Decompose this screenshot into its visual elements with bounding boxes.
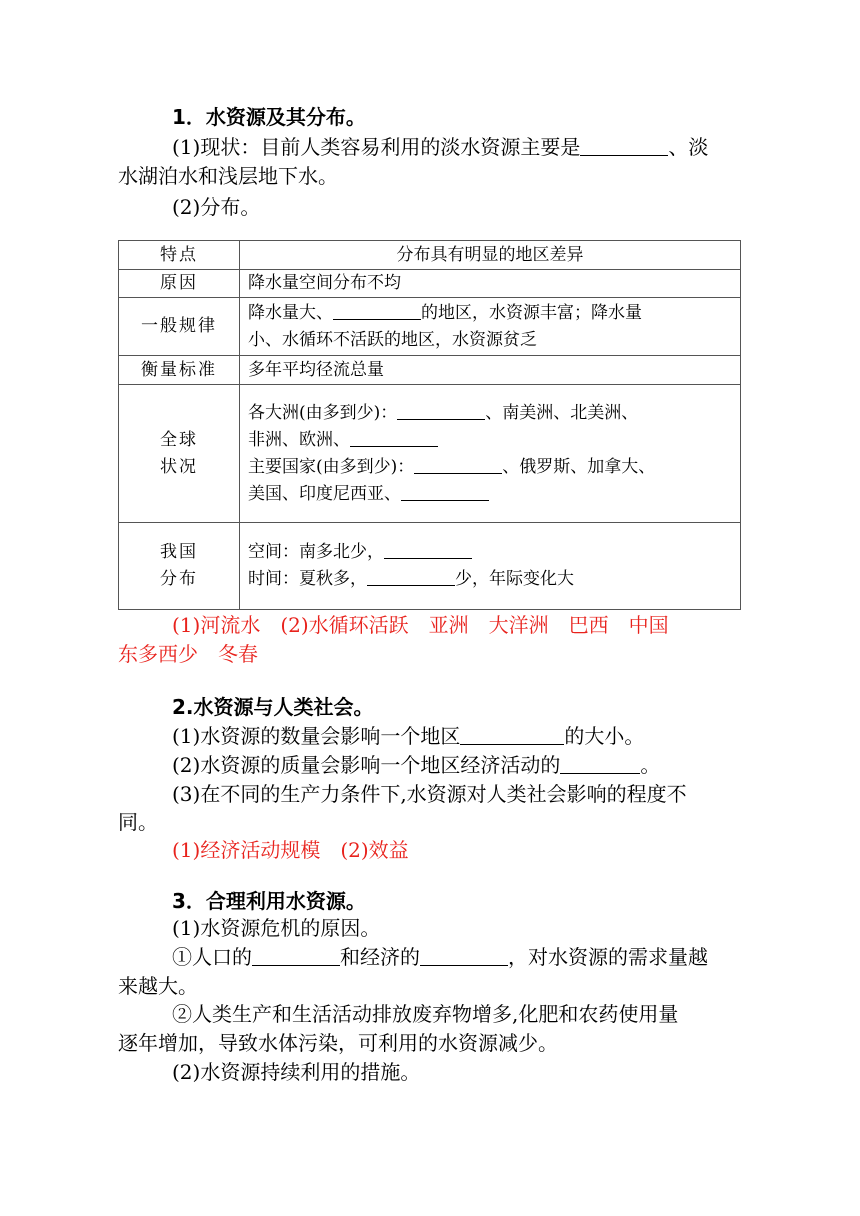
cell-text: 分布: [160, 569, 198, 589]
table-row: [119, 270, 741, 298]
q-text: 和经济的: [340, 945, 420, 969]
table-row: [119, 385, 741, 523]
table-row: [119, 523, 741, 610]
row-key-china: [119, 523, 240, 610]
fill-blank: [333, 301, 421, 320]
section2-answer: (1)经济活动规模 (2)效益: [172, 838, 409, 862]
cell-text: 的地区，水资源丰富；降水量: [421, 302, 642, 323]
q1-text-end: 、淡: [668, 135, 709, 159]
section1-q1-cont: 水湖泊水和浅层地下水。: [118, 164, 338, 188]
cell-line: [248, 481, 732, 508]
cell-text: 各大洲(由多到少)：: [248, 402, 398, 423]
section3-q2: (2)水资源持续利用的措施。: [172, 1060, 421, 1084]
cell-text: 美国、印度尼西亚、: [248, 483, 401, 504]
cell-text: 、南美洲、北美洲、: [485, 402, 639, 423]
section1-q1: [172, 133, 740, 161]
row-value-china: [240, 523, 741, 610]
cell-text: 状况: [160, 456, 198, 477]
row-key-reason: 原因: [119, 270, 240, 298]
cell-line: [248, 427, 732, 454]
q-text: (2)水资源的质量会影响一个地区经济活动的: [172, 753, 561, 777]
q-text: 的大小。: [564, 724, 645, 748]
cell-text: 、俄罗斯、加拿大、: [502, 456, 656, 477]
fill-blank: [420, 945, 508, 966]
table-header-value: 分布具有明显的地区差异: [240, 241, 741, 270]
section1-answer-cont: 东多西少 冬春: [118, 642, 258, 666]
cell-text: 少，年际变化大: [455, 569, 574, 589]
q-text: ，对水资源的需求量越: [508, 945, 708, 969]
fill-blank: [384, 540, 472, 559]
cell-line: 小、水循环不活跃的地区，水资源贫乏: [248, 329, 537, 350]
row-key-global: [119, 385, 240, 523]
fill-blank: [252, 945, 340, 966]
cell-line: [248, 566, 732, 593]
cell-text: 全球: [160, 429, 198, 450]
row-value-rule: [240, 298, 741, 356]
water-distribution-table: [118, 240, 741, 610]
cell-text: 降水量大、: [248, 302, 333, 323]
cell-text: 非洲、欧洲、: [248, 429, 350, 450]
cell-text: 空间：南多北少，: [248, 542, 384, 562]
table-header-key: 特点: [119, 241, 240, 270]
section2-q2: [172, 751, 740, 779]
fill-blank: [580, 135, 668, 156]
section3-title: 3．合理利用水资源。: [172, 889, 366, 913]
fill-blank: [414, 455, 502, 474]
section3-p1-cont: 来越大。: [118, 974, 198, 998]
table-row: [119, 356, 741, 385]
row-value-global: [240, 385, 741, 523]
section2-title: 2.水资源与人类社会。: [172, 695, 374, 719]
section3-p1: [172, 943, 740, 971]
fill-blank: [397, 401, 485, 420]
cell-text: 主要国家(由多到少)：: [248, 456, 415, 477]
q-text: (1)水资源的数量会影响一个地区: [172, 724, 461, 748]
fill-blank: [460, 724, 564, 745]
cell-line: [248, 454, 732, 481]
q-text: ①人口的: [172, 945, 252, 969]
cell-text: 时间：夏秋多，: [248, 569, 367, 589]
fill-blank: [560, 753, 640, 774]
table-row: [119, 298, 741, 356]
section3-p2: ②人类生产和生活活动排放废弃物增多,化肥和农药使用量: [172, 1002, 679, 1026]
row-key-measure: 衡量标准: [119, 356, 240, 385]
q-text: 。: [640, 753, 661, 777]
section1-title: 1．水资源及其分布。: [172, 105, 366, 129]
row-value-reason: 降水量空间分布不均: [240, 270, 741, 298]
section2-q3: (3)在不同的生产力条件下,水资源对人类社会影响的程度不: [172, 782, 687, 806]
fill-blank: [367, 567, 455, 586]
section1-answer: (1)河流水 (2)水循环活跃 亚洲 大洋洲 巴西 中国: [172, 613, 669, 637]
cell-line: [248, 400, 732, 427]
table-row: [119, 241, 741, 270]
fill-blank: [350, 428, 438, 447]
section3-p2-cont: 逐年增加，导致水体污染，可利用的水资源减少。: [118, 1031, 558, 1055]
cell-text: 我国: [160, 542, 198, 562]
row-key-rule: 一般规律: [119, 298, 240, 356]
q1-text: (1)现状：目前人类容易利用的淡水资源主要是: [172, 135, 581, 159]
row-value-measure: 多年平均径流总量: [240, 356, 741, 385]
section2-q1: [172, 722, 740, 750]
cell-line: [248, 300, 732, 327]
section2-q3-cont: 同。: [118, 810, 158, 834]
section1-q2: (2)分布。: [172, 195, 261, 219]
cell-line: [248, 539, 732, 566]
section3-q1: (1)水资源危机的原因。: [172, 916, 381, 940]
fill-blank: [401, 482, 489, 501]
